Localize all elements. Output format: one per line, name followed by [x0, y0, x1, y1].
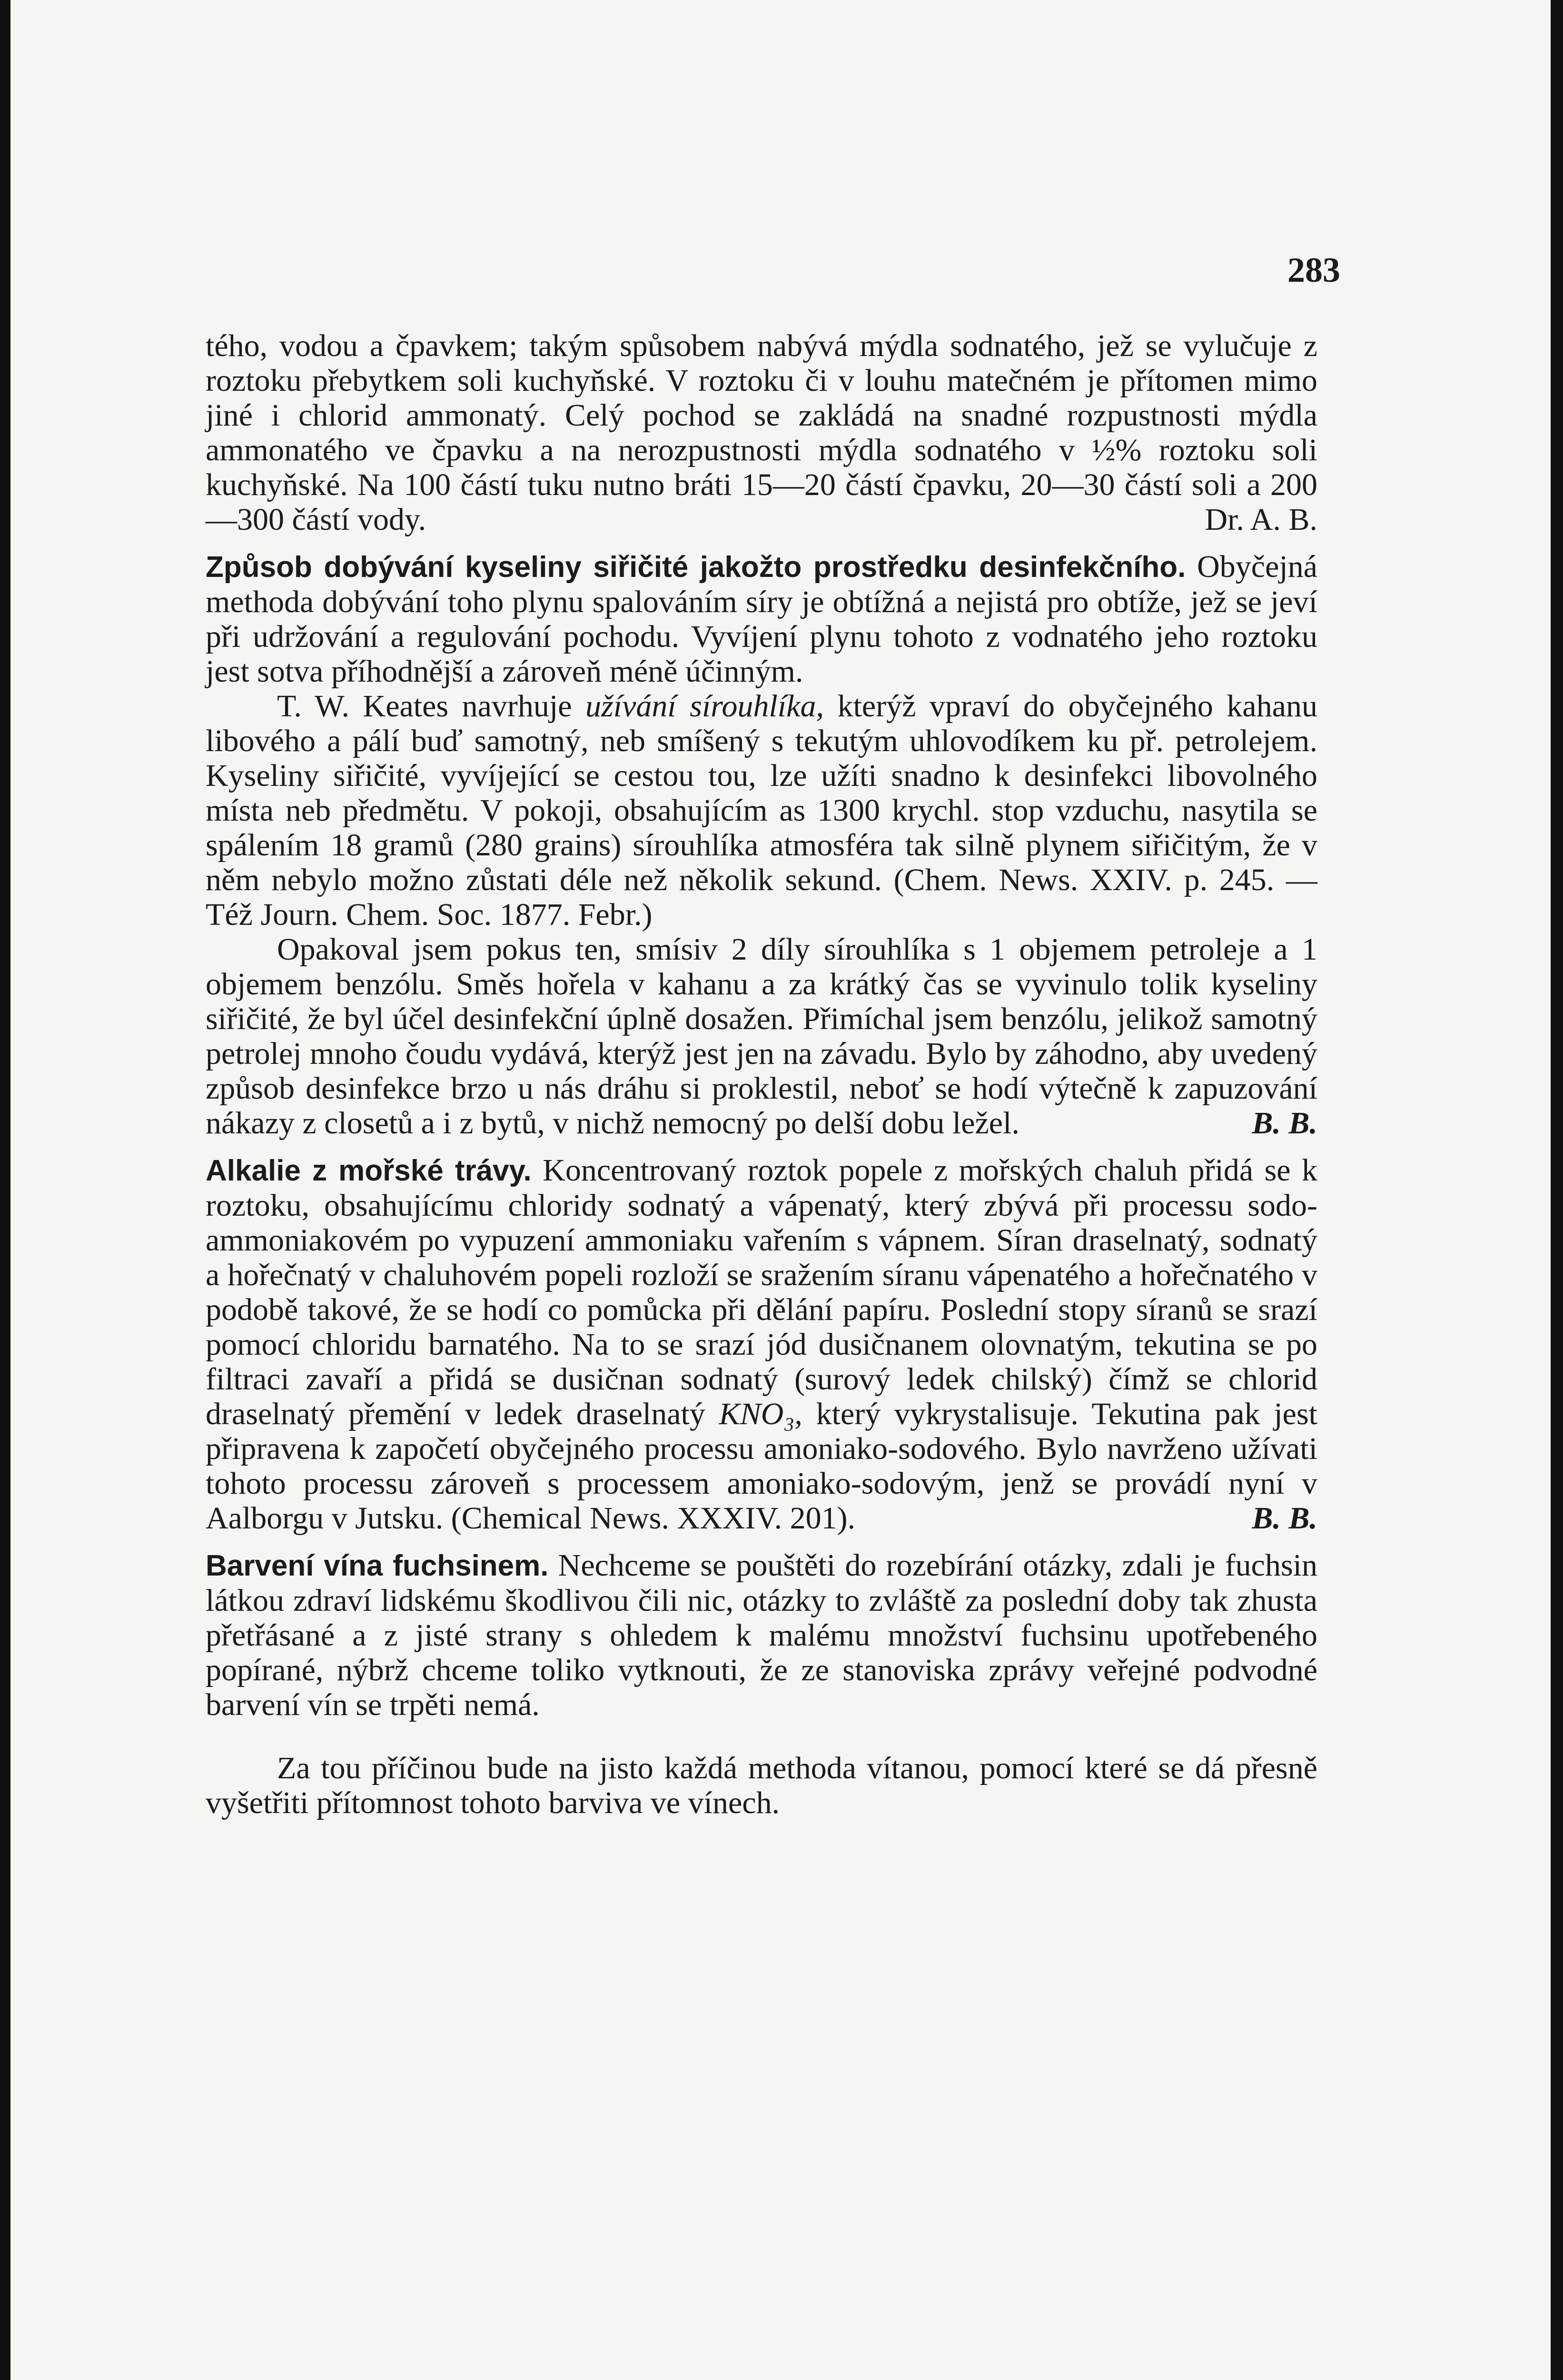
signature: B. B. — [1252, 1501, 1317, 1536]
paragraph-text: Nechceme se pouštěti do rozebírání otázky, zdali je fuchsin látkou zdraví lidskému škodlivou čili nic, otázky to zvláště za poslední doby tak zhusta přetřásané a z jisté strany s ohledem k malému množství fuchsinu upotřebeného popírané, nýbrž chceme toliko vytknouti, že ze stanoviska zprávy veřejné podvodné barvení vín se trpěti nemá. — [206, 1548, 1317, 1722]
section-heading: Alkalie z mořské trávy. — [206, 1154, 532, 1187]
chemical-formula: KNO₃, — [719, 1397, 802, 1431]
paragraph-sulfurous-acid — [206, 549, 1317, 689]
paragraph-fuchsin — [206, 1548, 1317, 1722]
scan-border-right — [1551, 0, 1563, 2380]
paragraph-soap — [206, 328, 1317, 537]
paragraph-text: tého, vodou a čpavkem; takým spůsobem nabývá mýdla sodnatého, jež se vylučuje z roztoku přebytkem soli kuchyňské. V roztoku či v louhu matečném je přítomen mimo jiné i chlorid ammonatý. Celý pochod se zakládá na snadné rozpustnosti mýdla ammonatého ve čpavku a na nerozpustnosti mýdla sodnatého v ½% roztoku soli kuchyňské. Na 100 částí tuku nutno bráti 15—20 částí čpavku, 20—30 částí soli a 200—300 částí vody. — [206, 328, 1317, 537]
paragraph-text: kterýž vpraví do obyčejného kahanu libového a pálí buď samotný, neb smíšený s tekutým uhlovodíkem ku př. petrolejem. Kyseliny siřičité, vyvíjející se cestou tou, lze užíti snadno k desinfekci libovolného místa neb předmětu. V pokoji, obsahujícím as 1300 krychl. stop vzduchu, nasytila se spálením 18 gramů (280 grains) sírouhlíka atmosféra tak silně plynem siřičitým, že v něm nebylo možno zůstati déle než několik sekund. (Chem. News. XXIV. p. 245. — Též Journ. Chem. Soc. 1877. Febr.) — [206, 689, 1318, 932]
paragraph-seaweed — [206, 1153, 1317, 1536]
page-body — [206, 328, 1317, 1820]
signature: Dr. A. B. — [1205, 502, 1317, 537]
paragraph-method — [206, 1751, 1317, 1820]
paragraph-text: Opakoval jsem pokus ten, smísiv 2 díly sírouhlíka s 1 objemem petroleje a 1 objemem benzólu. Směs hořela v kahanu a za krátký čas se vyvinulo tolik kyseliny siřičité, že byl účel desinfekční úplně dosažen. Přimíchal jsem benzólu, jelikož samotný petrolej mnoho čoudu vydává, kterýž jest jen na závadu. Bylo by záhodno, aby uvedený způsob desinfekce brzo u nás dráhu si proklestil, neboť se hodí výtečně k zapuzování nákazy z closetů a i z bytů, v nichž nemocný po delší dobu ležel. — [206, 932, 1317, 1140]
section-heading: Způsob dobývání kyseliny siřičité jakožto prostředku desinfekčního. — [206, 551, 1186, 584]
paragraph-keates — [206, 689, 1317, 932]
emphasis-text: užívání sírouhlíka, — [585, 689, 824, 724]
paragraph-experiment — [206, 932, 1317, 1140]
paragraph-text: Za tou příčinou bude na jisto každá methoda vítanou, pomocí které se dá přesně vyšetřiti přítomnost tohoto barviva ve vínech. — [206, 1751, 1317, 1820]
section-heading: Barvení vína fuchsinem. — [206, 1549, 549, 1582]
paragraph-text: T. W. Keates navrhuje — [277, 689, 572, 724]
page-number: 283 — [1287, 251, 1340, 290]
paragraph-text: Koncentrovaný roztok popele z mořských chaluh přidá se k roztoku, obsahujícímu chloridy sodnatý a vápenatý, který zbývá při processu sodo-ammoniakovém po vypuzení ammoniaku vařením s vápnem. Síran draselnatý, sodnatý a hořečnatý v chaluhovém popeli rozloží se sražením síranu vápenatého a hořečnatého v podobě takové, že se hodí co pomůcka při dělání papíru. Poslední stopy síranů se srazí pomocí chloridu barnatého. Na to se srazí jód dusičnanem olovnatým, tekutina se po filtraci zavaří a přidá se dusičnan sodnatý (surový ledek chilský) čímž se chlorid draselnatý přemění v ledek draselnatý — [206, 1153, 1318, 1431]
paragraph-text: který vykrystalisuje. Tekutina pak jest připravena k započetí obyčejného processu amoniako-sodového. Bylo navrženo užívati tohoto processu zároveň s processem amoniako-sodovým, jenž se provádí nyní v Aalborgu v Jutsku. (Chemical News. XXXIV. 201). — [206, 1397, 1317, 1536]
scan-border-left — [0, 0, 10, 2380]
paragraph-text: Obyčejná methoda dobývání toho plynu spalováním síry je obtížná a nejistá pro obtíže, jež se jeví při udržování a regulování pochodu. Vyvíjení plynu tohoto z vodnatého jeho roztoku jest sotva příhodnější a zároveň méně účinným. — [206, 549, 1318, 689]
signature: B. B. — [1252, 1106, 1317, 1140]
